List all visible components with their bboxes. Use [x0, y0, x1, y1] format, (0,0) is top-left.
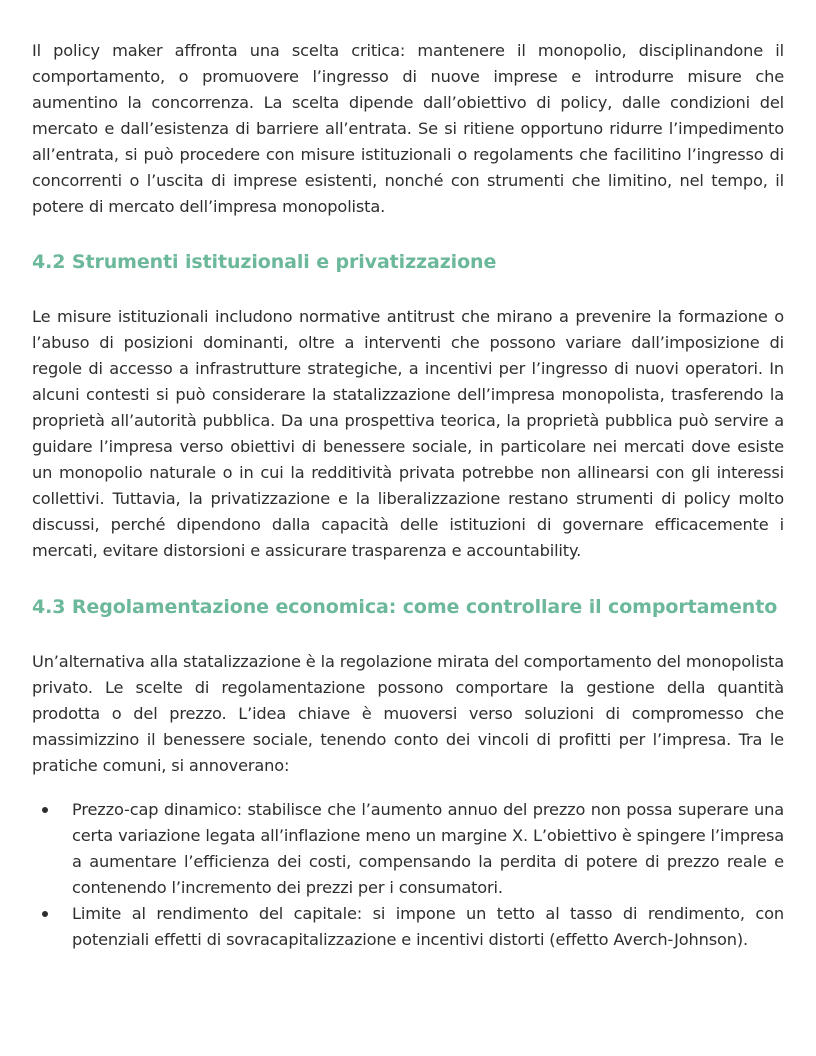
- bullet-dot-icon: [42, 911, 48, 917]
- section-heading-4-3: 4.3 Regolamentazione economica: come controllare il comportamento: [32, 596, 778, 618]
- bullet-dot-icon: [42, 807, 48, 813]
- regulation-practices-list: [32, 797, 784, 953]
- section-4-2-paragraph: Le misure istituzionali includono normative antitrust che mirano a prevenire la formazione o l’abuso di posizioni dominanti, oltre a interventi che possono variare dall’imposizione di regole di accesso a infrastrutture strategiche, a incentivi per l’ingresso di nuovi operatori. In alcuni contesti si può considerare la statalizzazione dell’impresa monopolista, trasferendo la proprietà all’autorità pubblica. Da una prospettiva teorica, la proprietà pubblica può servire a guidare l’impresa verso obiettivi di benessere sociale, in particolare nei mercati dove esiste un monopolio naturale o in cui la redditività privata potrebbe non allinearsi con gli interessi collettivi. Tuttavia, la privatizzazione e la liberalizzazione restano strumenti di policy molto discussi, perché dipendono dalla capacità delle istituzioni di governare efficacemente i mercati, evitare distorsioni e assicurare trasparenza e accountability.: [32, 307, 784, 560]
- section-heading-4-2: 4.2 Strumenti istituzionali e privatizzazione: [32, 251, 497, 273]
- section-4-3-paragraph: Un’alternativa alla statalizzazione è la regolazione mirata del comportamento del monopolista privato. Le scelte di regolamentazione possono comportare la gestione della quantità prodotta o del prezzo. L’idea chiave è muoversi verso soluzioni di compromesso che massimizzino il benessere sociale, tenendo conto dei vincoli di profitti per l’impresa. Tra le pratiche comuni, si annoverano:: [32, 652, 784, 775]
- document-page: [32, 38, 784, 953]
- list-item-text: Prezzo-cap dinamico: stabilisce che l’aumento annuo del prezzo non possa superare una certa variazione legata all’inflazione meno un margine X. L’obiettivo è spingere l’impresa a aumentare l’efficienza dei costi, compensando la perdita di potere di prezzo reale e contenendo l’incremento dei prezzi per i consumatori.: [72, 800, 784, 897]
- list-item-text: Limite al rendimento del capitale: si impone un tetto al tasso di rendimento, con potenziali effetti di sovracapitalizzazione e incentivi distorti (effetto Averch-Johnson).: [72, 904, 784, 949]
- intro-paragraph: Il policy maker affronta una scelta critica: mantenere il monopolio, disciplinandone il comportamento, o promuovere l’ingresso di nuove imprese e introdurre misure che aumentino la concorrenza. La scelta dipende dall’obiettivo di policy, dalle condizioni del mercato e dall’esistenza di barriere all’entrata. Se si ritiene opportuno ridurre l’impedimento all’entrata, si può procedere con misure istituzionali o regolaments che facilitino l’ingresso di concorrenti o l’uscita di imprese esistenti, nonché con strumenti che limitino, nel tempo, il potere di mercato dell’impresa monopolista.: [32, 41, 784, 216]
- list-item: [32, 901, 784, 953]
- list-item: [32, 797, 784, 901]
